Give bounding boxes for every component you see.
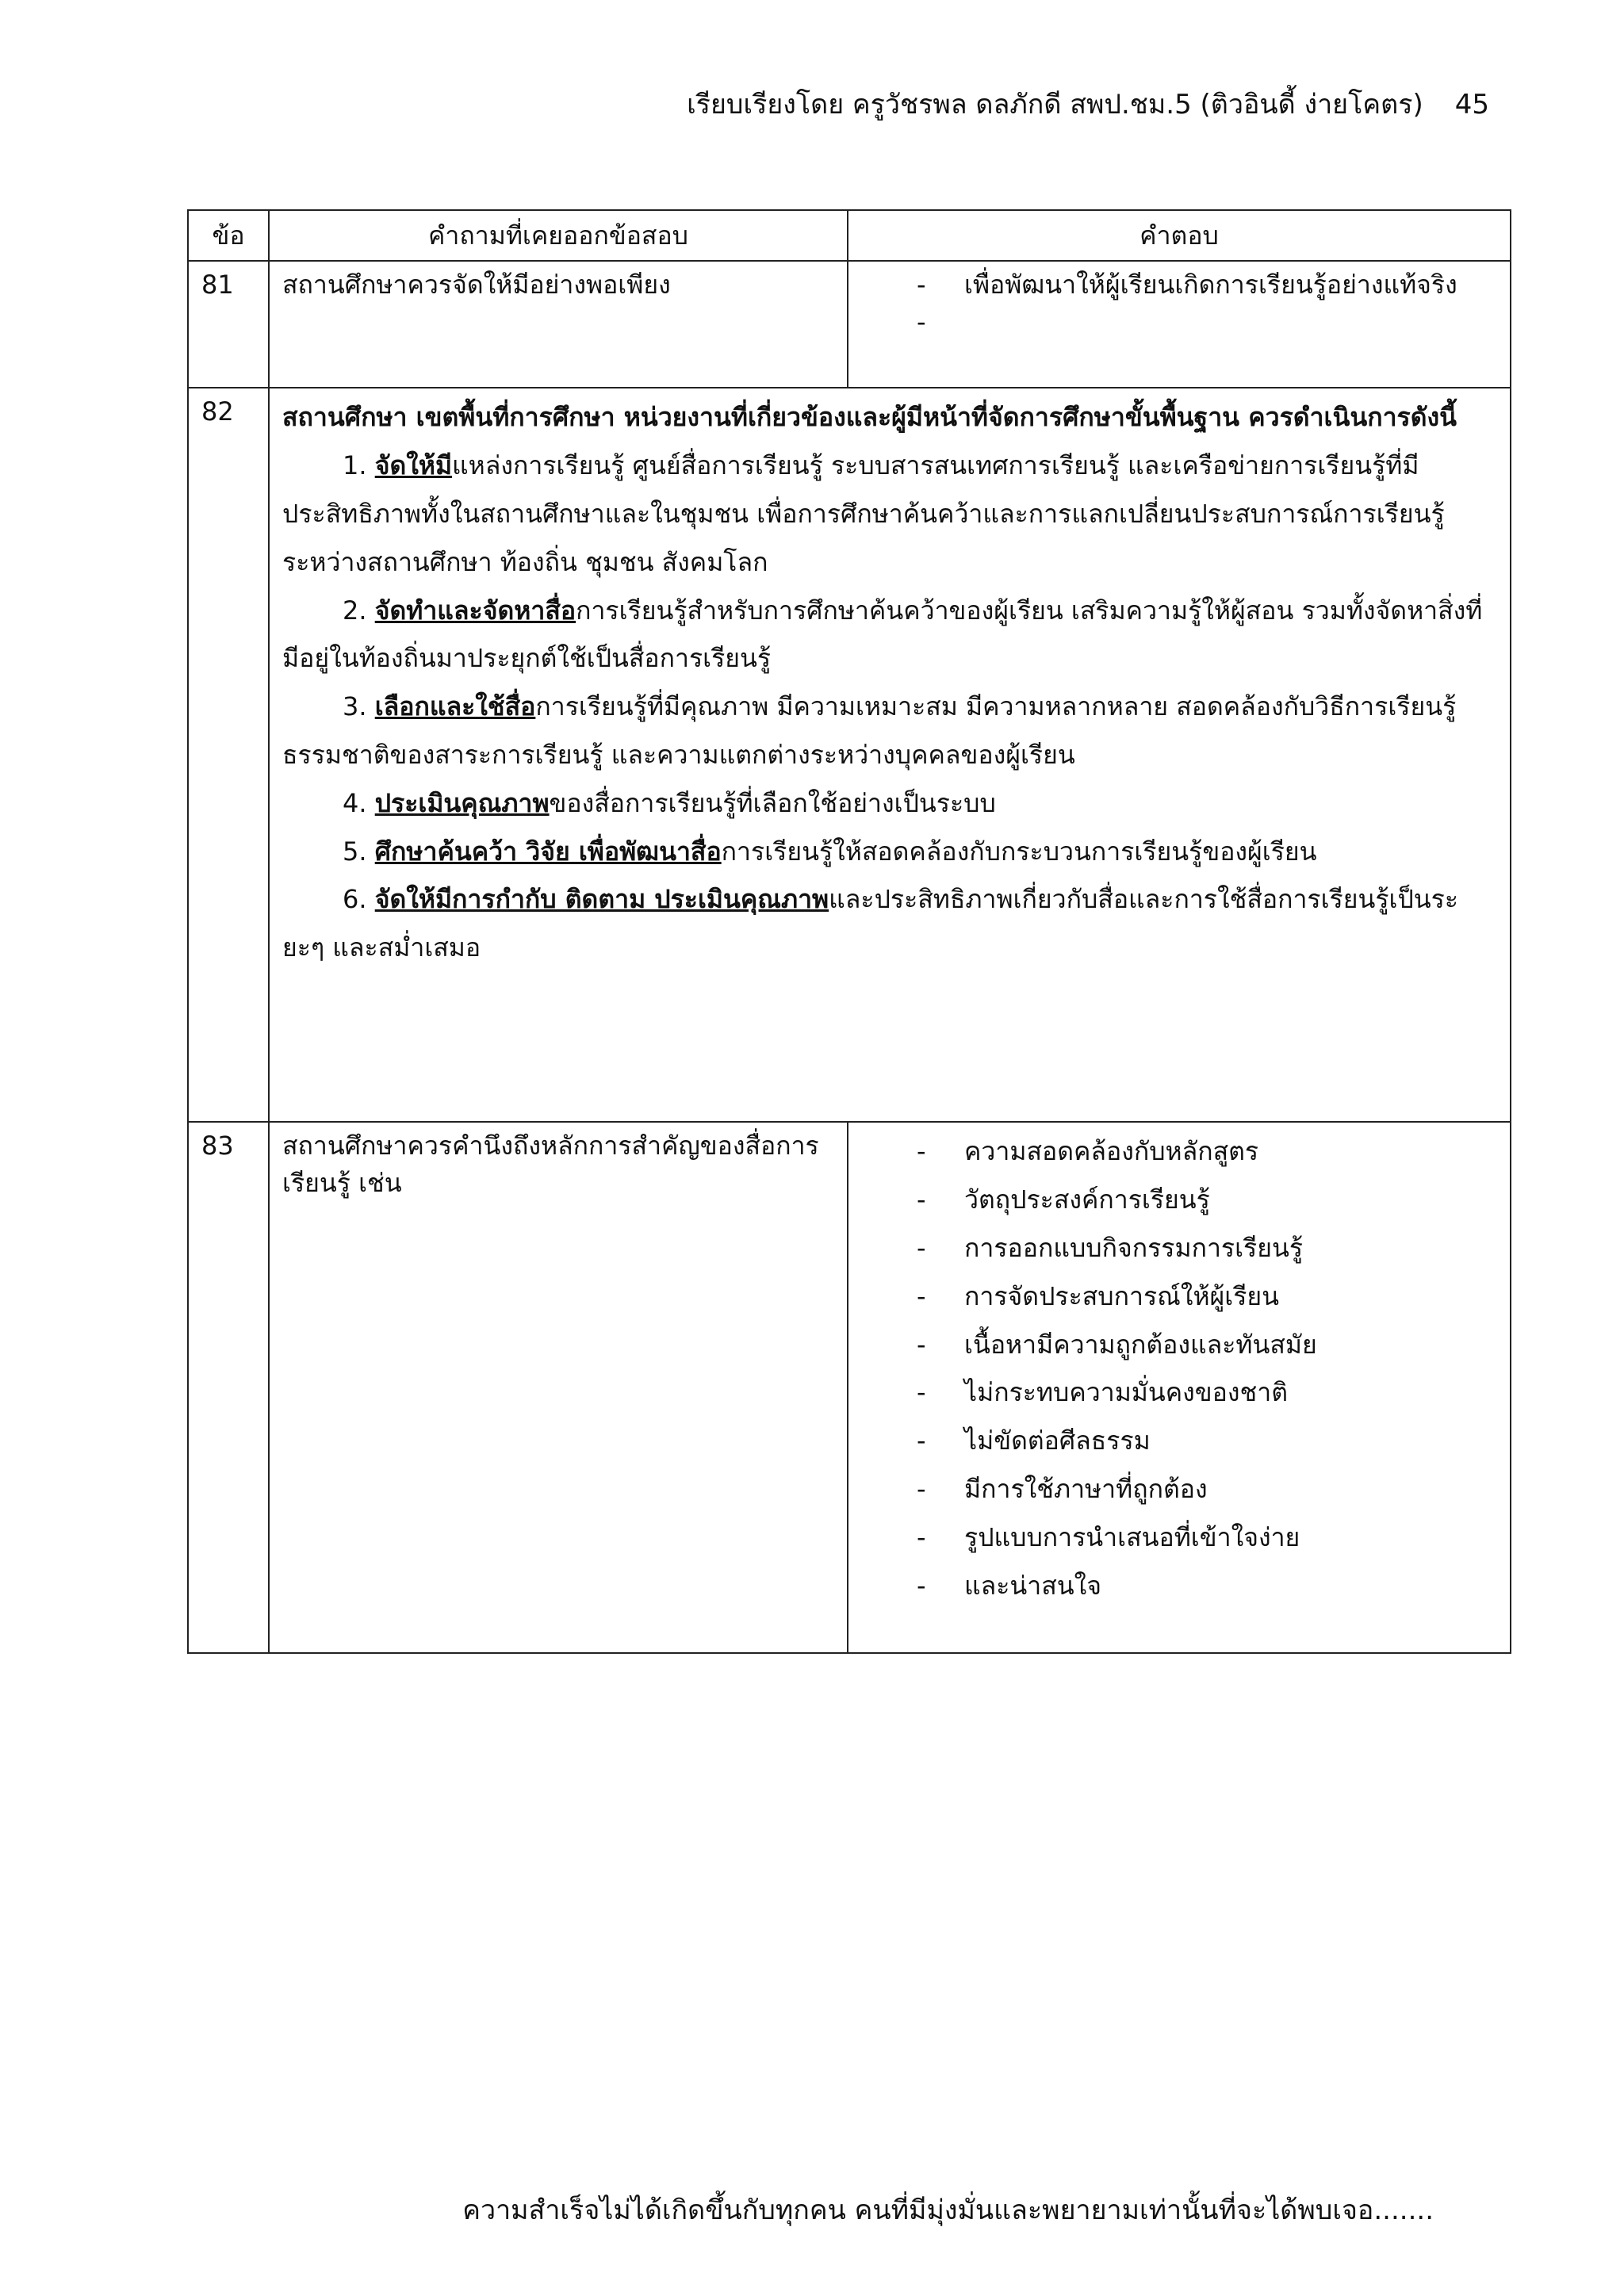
page-number: 45: [1454, 89, 1489, 121]
answer-item: [917, 304, 1497, 340]
answer-item: - ไม่กระทบความมั่นคงของชาติ: [917, 1368, 1497, 1417]
item-number: 5.: [343, 836, 367, 867]
table-row-82: [188, 388, 1511, 1122]
answer-item: - ความสอดคล้องกับหลักสูตร: [917, 1127, 1497, 1176]
answer-item: - เนื้อหามีความถูกต้องและทันสมัย: [917, 1321, 1497, 1369]
item-number: 1.: [343, 450, 367, 481]
item-keyword: จัดทำและจัดหาสื่อ: [374, 595, 576, 626]
column-header-answer: คำตอบ: [848, 210, 1511, 261]
item-number: 6.: [343, 884, 367, 915]
list-item: [282, 683, 1497, 779]
page-header: [687, 82, 1489, 125]
item-keyword: จัดให้มีการกำกับ ติดตาม ประเมินคุณภาพ: [374, 884, 829, 915]
row-number: 83: [188, 1122, 269, 1653]
question-cell: สถานศึกษาควรจัดให้มีอย่างพอเพียง: [269, 261, 848, 388]
row-lead-text: สถานศึกษา เขตพื้นที่การศึกษา หน่วยงานที่เกี่ยวข้องและผู้มีหน้าที่จัดการศึกษาขั้นพื้นฐาน ควรดำเนินการดังนี้: [282, 402, 1457, 433]
row-number: 82: [188, 388, 269, 1122]
item-keyword: เลือกและใช้สื่อ: [374, 691, 536, 722]
column-header-number: ข้อ: [188, 210, 269, 261]
item-keyword: ประเมินคุณภาพ: [374, 787, 550, 818]
row-number: 81: [188, 261, 269, 388]
list-item: [282, 875, 1497, 972]
list-item: [282, 828, 1497, 876]
list-item: [282, 779, 1497, 828]
answer-item: - ไม่ขัดต่อศีลธรรม: [917, 1417, 1497, 1465]
answer-item: - การออกแบบกิจกรรมการเรียนรู้: [917, 1224, 1497, 1272]
merged-content-cell: [269, 388, 1511, 1122]
item-text: การเรียนรู้ที่มีคุณภาพ มีความเหมาะสม มีความหลากหลาย สอดคล้องกับวิธีการเรียนรู้ ธรรมชาติของสาระการเรียนรู้ และความแตกต่างระหว่างบุคคลของผู้เรียน: [282, 691, 1457, 770]
list-item: [282, 587, 1497, 683]
answer-cell: [848, 261, 1511, 388]
qa-table: [187, 209, 1511, 1654]
answer-list: [861, 1127, 1497, 1609]
table-row-83: [188, 1122, 1511, 1653]
answer-list: [861, 266, 1497, 340]
item-number: 3.: [343, 691, 367, 722]
page-footer-quote: ความสำเร็จไม่ได้เกิดขึ้นกับทุกคน คนที่มีมุ่งมั่นและพยายามเท่านั้นที่จะได้พบเจอ.......: [462, 2195, 1434, 2226]
answer-item: - การจัดประสบการณ์ให้ผู้เรียน: [917, 1272, 1497, 1321]
item-number: 2.: [343, 595, 367, 626]
answer-cell: [848, 1122, 1511, 1653]
question-cell: สถานศึกษาควรคำนึงถึงหลักการสำคัญของสื่อการเรียนรู้ เช่น: [269, 1122, 848, 1653]
item-text: การเรียนรู้สำหรับการศึกษาค้นคว้าของผู้เรียน เสริมความรู้ให้ผู้สอน รวมทั้งจัดหาสิ่งที่มีอยู่ในท้องถิ่นมาประยุกต์ใช้เป็นสื่อการเรียนรู้: [282, 595, 1483, 674]
table-row-81: [188, 261, 1511, 388]
item-text: และประสิทธิภาพเกี่ยวกับสื่อและการใช้สื่อการเรียนรู้เป็นระยะๆ และสม่ำเสมอ: [282, 884, 1459, 963]
item-keyword: ศึกษาค้นคว้า วิจัย เพื่อพัฒนาสื่อ: [374, 836, 722, 867]
item-text: แหล่งการเรียนรู้ ศูนย์สื่อการเรียนรู้ ระบบสารสนเทศการเรียนรู้ และเครือข่ายการเรียนรู้ที่มีประสิทธิภาพทั้งในสถานศึกษาและในชุมชน เพื่อการศึกษาค้นคว้าและการแลกเปลี่ยนประสบการณ์การเรียนรู้ ระหว่างสถานศึกษา ท้องถิ่น ชุมชน สังคมโลก: [282, 450, 1445, 577]
item-text: การเรียนรู้ให้สอดคล้องกับกระบวนการเรียนรู้ของผู้เรียน: [721, 836, 1317, 867]
column-header-question: คำถามที่เคยออกข้อสอบ: [269, 210, 848, 261]
list-item: [282, 442, 1497, 586]
item-number: 4.: [343, 787, 367, 818]
answer-item: - และน่าสนใจ: [917, 1562, 1497, 1610]
answer-item: - รูปแบบการนำเสนอที่เข้าใจง่าย: [917, 1513, 1497, 1562]
item-text: ของสื่อการเรียนรู้ที่เลือกใช้อย่างเป็นระบบ: [549, 787, 996, 818]
item-keyword: จัดให้มี: [374, 450, 453, 481]
answer-item: - เพื่อพัฒนาให้ผู้เรียนเกิดการเรียนรู้อย่างแท้จริง: [917, 266, 1497, 303]
answer-item: - มีการใช้ภาษาที่ถูกต้อง: [917, 1465, 1497, 1513]
answer-item: - วัตถุประสงค์การเรียนรู้: [917, 1176, 1497, 1224]
header-text: เรียบเรียงโดย ครูวัชรพล ดลภักดี สพป.ชม.5 (ติวอินดี้ ง่ายโคตร): [687, 89, 1423, 121]
table-header-row: [188, 210, 1511, 261]
